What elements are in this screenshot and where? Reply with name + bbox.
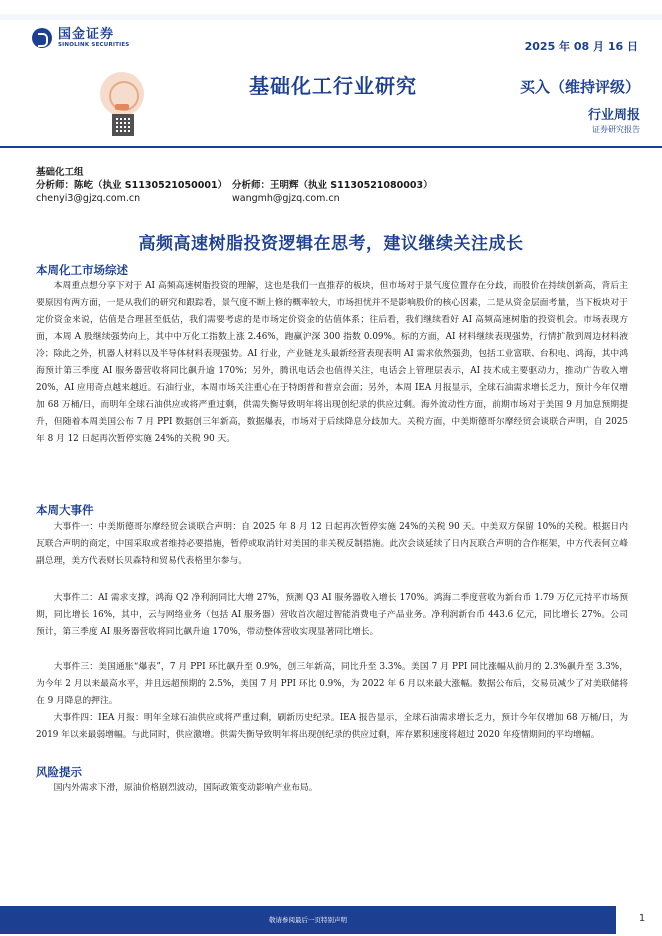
- logo-name-en: SINOLINK SECURITIES: [58, 42, 130, 48]
- report-header: [0, 0, 662, 148]
- event-paragraph-2: 大事件二：AI 需求支撑，鸿海 Q2 净利润同比大增 27%，预测 Q3 AI 服务器收入增长 170%。鸿海二季度营收为新台币 1.79 万亿元持平市场预期，同比增长 16%，其中，云与网络业务（包括 AI 服务器）营收首次超过智能消费电子产品业务。净利润新台币 443.6 亿元，同比增长 27%。公司预计，第三季度 AI 服务器营收将同比飙升逾 170%，带动整体营收实现显著同比增长。: [36, 593, 628, 637]
- qr-code-icon: [112, 114, 134, 136]
- seal-icon: [100, 72, 144, 116]
- section-title-risk: 风险提示: [36, 765, 82, 779]
- logo-name-cn: 国金证券: [58, 27, 115, 42]
- report-title: 基础化工行业研究: [249, 74, 417, 98]
- report-subtype: 证券研究报告: [592, 125, 640, 134]
- logo-icon: [32, 28, 52, 48]
- analyst-2-email[interactable]: wangmh@gjzq.com.cn: [232, 193, 340, 204]
- analyst-1-email[interactable]: chenyi3@gjzq.com.cn: [36, 193, 141, 204]
- report-date: 2025 年 08 月 16 日: [524, 40, 638, 53]
- section-title-events: 本周大事件: [36, 503, 94, 517]
- rating-badge: 买入（维持评级）: [519, 78, 640, 96]
- event-paragraph-3: 大事件三：美国通胀“爆表”，7 月 PPI 环比飙升至 0.9%，创三年新高，同比升至 3.3%。美国 7 月 PPI 同比涨幅从前月的 2.3%飙升至 3.3%，为今年 2 月以来最高水平，并且远超预期的 2.5%，美国 7 月 PPI 环比 0.9%，为 2022 年 6 月以来最大涨幅。数据公布后，交易员减少了对美联储将在 9 月降息的押注。: [36, 662, 628, 706]
- event-paragraph-4: 大事件四：IEA 月报：明年全球石油供应或将严重过剩，刷新历史纪录。IEA 报告显示，全球石油需求增长乏力，预计今年仅增加 68 万桶/日，为 2019 年以来最弱增幅。与此同时，供应激增。供需失衡导致明年将出现创纪录的供应过剩，库存累积速度将超过 2020 年疫情期间的平均增幅。: [36, 713, 628, 740]
- report-headline: 高频高速树脂投资逻辑在思考，建议继续关注成长: [138, 234, 524, 254]
- header-divider: [0, 146, 662, 148]
- footer-disclaimer[interactable]: 敬请参阅最后一页特别声明: [269, 916, 347, 924]
- company-logo: [32, 28, 129, 49]
- analyst-1: 分析师：陈屹（执业 S1130521050001）: [36, 180, 228, 191]
- top-stripe: [0, 14, 662, 20]
- page-number: 1: [638, 913, 646, 924]
- analyst-2: 分析师：王明辉（执业 S1130521080003）: [232, 180, 433, 191]
- analyst-group: 基础化工组: [36, 167, 84, 178]
- market-summary-paragraph: 本周重点想分享下对于 AI 高频高速树脂投资的理解，这也是我们一直推荐的板块，但市场对于景气度位置存在分歧，而股价在持续创新高，背后主要原因有两方面，一是从我们的研究和跟踪看，景气度不断上修的概率较大，市场担忧并不是影响股价的核心因素，二是从资金层面考量，当下板块对于定价资金来说，估值是合理甚至低估，我们需要考虑的是市场定价资金的估值体系；往后看，我们继续看好 AI 高频高速树脂的投资机会。市场表现方面，本周 A 股继续强势向上，其中中万化工指数上涨 2.46%，跑赢沪深 300 指数 0.09%。标的方面，AI 材料继续表现强势，行情扩散到周边材料液冷；除此之外，机器人材料以及半导体材料表现强势。AI 行业，产业链龙头最新经营表现表明 AI 需求依然强劲，包括工业富联、台积电、鸿海，其中鸿海预计第三季度 AI 服务器营收将同比飙升逾 170%；另外，腾讯电话会也值得关注，电话会上管理层表示，AI 技术成主要驱动力，推动广告收入增 20%，AI 应用奇点越来越近。石油行业，本周市场关注重心在于特朗普和普京会面；另外，本周 IEA 月报显示，全球石油需求增长乏力，预计今年仅增加 68 万桶/日，而明年全球石油供应或将严重过剩，供需失衡导致明年将出现创纪录的供应过剩。海外流动性方面，前期市场对于美国 9 月加息预期提升，但随着本周美国公布 7 月 PPI 数据创三年新高，数据爆表，市场对于后续降息分歧加大。关税方面，中美斯德哥尔摩经贸会谈联合声明，自 2025 年 8 月 12 日起再次暂停实施 24%的关税 90 天。: [36, 281, 628, 444]
- risk-paragraph: 国内外需求下滑，原油价格剧烈波动，国际政策变动影响产业布局。: [53, 783, 318, 793]
- analyst-block: [36, 166, 433, 205]
- section-title-market: 本周化工市场综述: [36, 263, 128, 277]
- report-type: 行业周报: [587, 108, 640, 123]
- event-paragraph-1: 大事件一：中美斯德哥尔摩经贸会谈联合声明：自 2025 年 8 月 12 日起再次暂停实施 24%的关税 90 天。中美双方保留 10%的关税。根据日内瓦联合声明的商定，中国采取或者维持必要措施，暂停或取消针对美国的非关税反制措施。此次会谈延续了日内瓦联合声明的合作框架，中方代表何立峰副总理，美方代表财长贝森特和贸易代表格里尔参与。: [36, 522, 628, 566]
